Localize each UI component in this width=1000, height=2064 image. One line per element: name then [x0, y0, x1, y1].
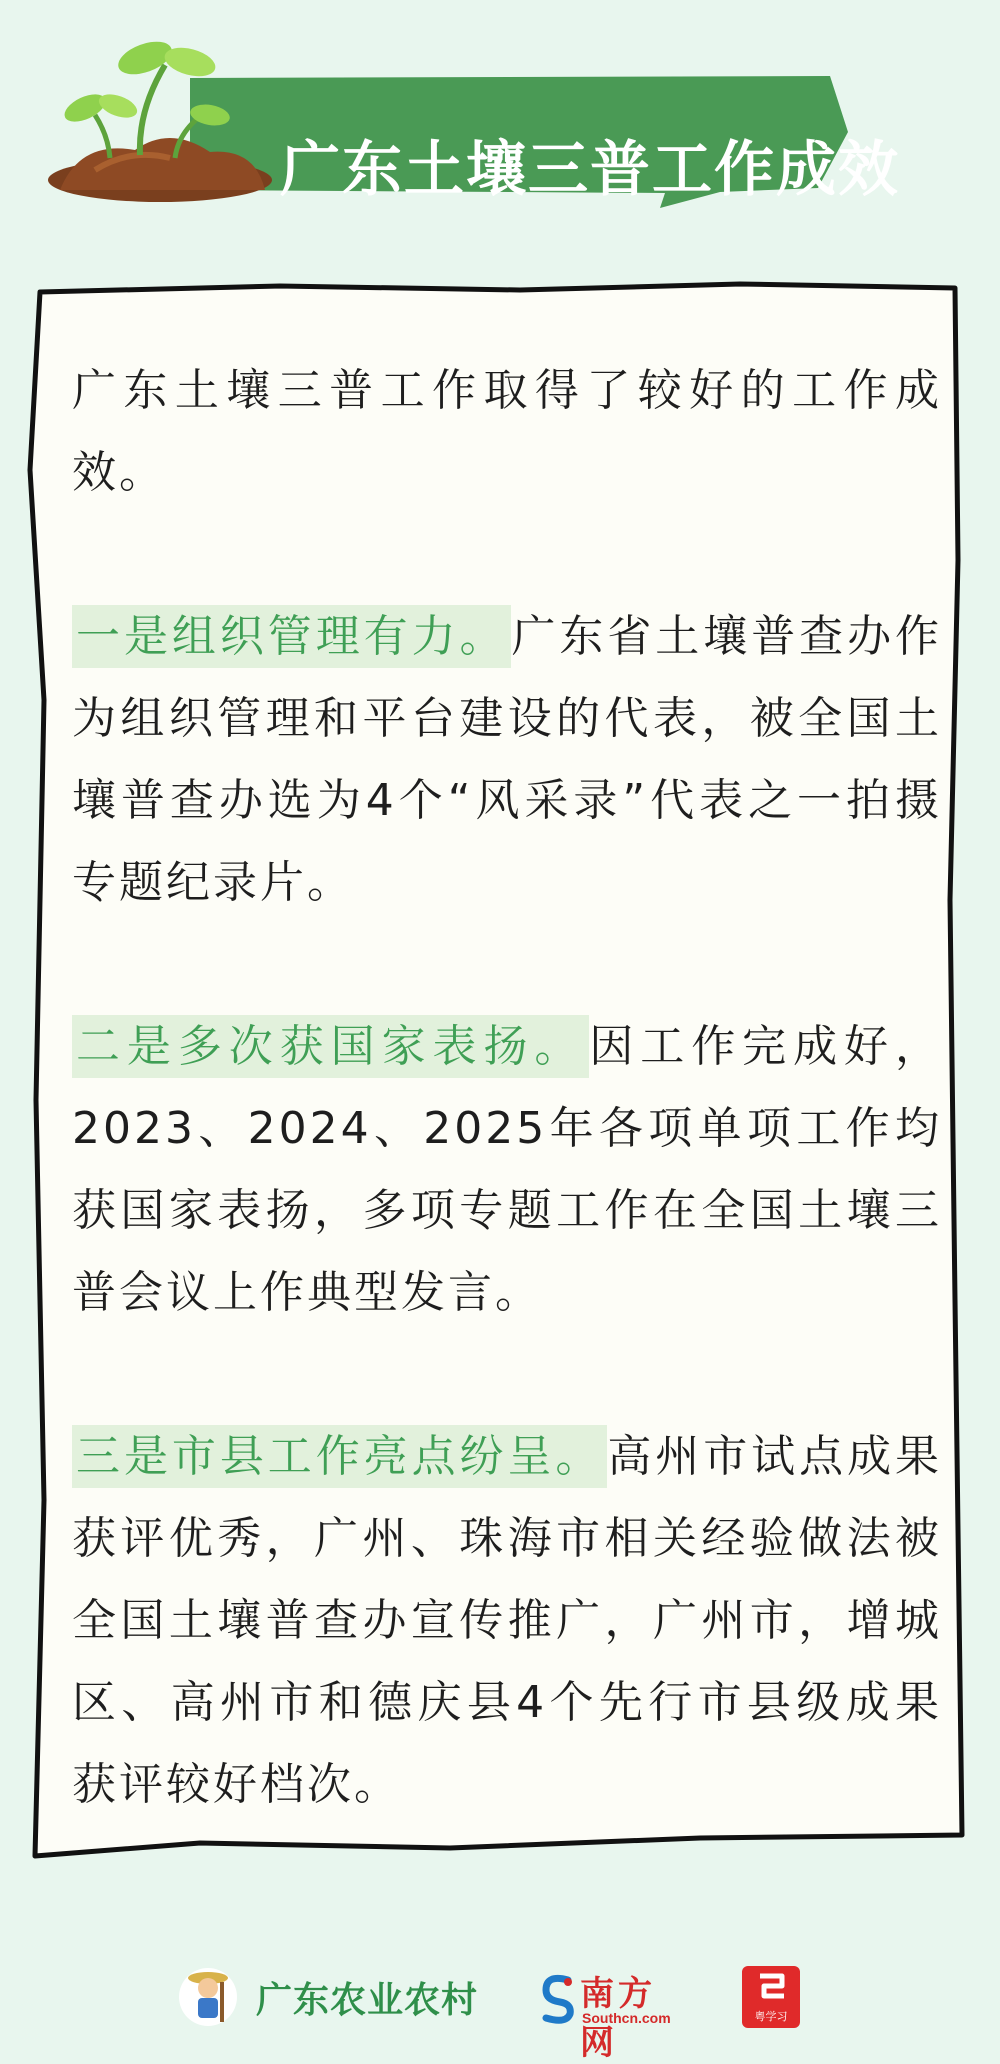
page-title: 广东土壤三普工作成效	[280, 135, 900, 205]
section-paragraph-3	[72, 1416, 942, 1826]
intro-paragraph: 广东土壤三普工作取得了较好的工作成效。	[72, 365, 942, 498]
farmer-mascot-icon	[178, 1962, 238, 2032]
footer	[0, 1960, 1000, 2063]
yuexuexi-logo	[742, 1966, 800, 2028]
nanfang-logo	[538, 1964, 678, 2063]
section-paragraph-2	[72, 1006, 942, 1334]
nanfang-name: 南方网	[580, 1974, 656, 2063]
article-content	[72, 350, 942, 1908]
org-name: 广东农业农村	[256, 1979, 479, 2021]
section-body-3: 高州市试点成果获评优秀，广州、珠海市相关经验做法被全国土壤普查办宣传推广，广州市，增城区、高州市和德庆县4个先行市县级成果获评较好档次。	[72, 1431, 943, 1810]
section-highlight-1: 一是组织管理有力。	[72, 605, 511, 668]
section-body-2: 因工作完成好，2023、2024、2025年各项单项工作均获国家表扬，多项专题工作在全国土壤三普会议上作典型发言。	[72, 1021, 942, 1318]
section-highlight-3: 三是市县工作亮点纷呈。	[72, 1425, 607, 1488]
nanfang-domain: Southcn.com	[582, 2010, 671, 2026]
nanfang-s-icon	[538, 1968, 578, 2028]
guangdong-agriculture-logo	[178, 1960, 478, 2034]
yuexuexi-label: 粤学习	[754, 2010, 788, 2023]
section-highlight-2: 二是多次获国家表扬。	[72, 1015, 589, 1078]
yuexuexi-icon	[742, 1966, 800, 2010]
section-paragraph-1	[72, 596, 942, 924]
section-body-1: 广东省土壤普查办作为组织管理和平台建设的代表，被全国土壤普查办选为4个“风采录”代表之一拍摄专题纪录片。	[72, 611, 943, 908]
